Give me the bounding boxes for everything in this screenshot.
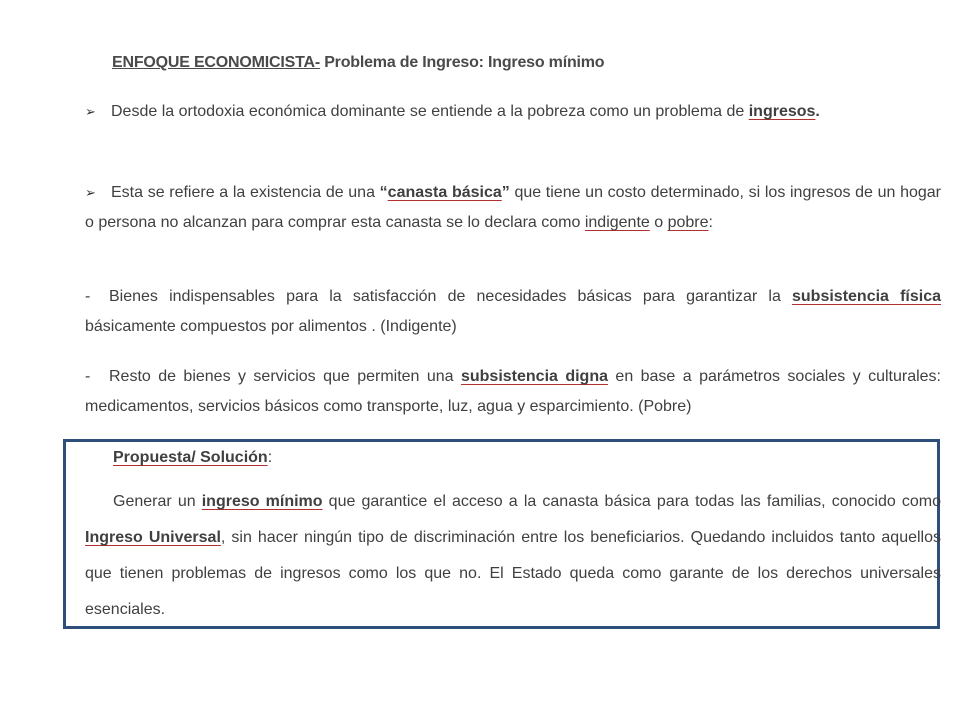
proposal-heading-text: Propuesta/ Solución xyxy=(113,449,268,466)
dash2-text-2: en base a parámetros sociales y culturales: medicamentos, servicios básicos como transporte, luz, agua y esparcimiento. (Pobre) xyxy=(85,368,941,415)
quote-open: “ xyxy=(379,184,388,201)
dash-marker: - xyxy=(85,288,91,305)
bullet2-text-2: que tiene un costo determinado, si los ingresos de un hogar o persona no alcanzan para comprar esta canasta se lo declara como xyxy=(85,184,942,231)
slide-title xyxy=(112,54,604,72)
dash-marker: - xyxy=(85,368,91,385)
dash1-text-1: Bienes indispensables para la satisfacción de necesidades básicas para garantizar la xyxy=(109,288,792,305)
bullet2-text-3: o xyxy=(649,214,668,231)
arrow-bullet-icon: ➢ xyxy=(85,185,96,200)
dash-paragraph-2 xyxy=(85,362,941,422)
proposal-heading-end: : xyxy=(267,449,273,466)
arrow-bullet-icon: ➢ xyxy=(85,104,96,119)
bullet1-text: Desde la ortodoxia económica dominante se entiende a la pobreza como un problema de xyxy=(111,103,749,120)
dash2-underlined: subsistencia digna xyxy=(460,368,608,385)
bullet2-text-1: Esta se refiere a la existencia de una xyxy=(111,184,380,201)
proposal-paragraph xyxy=(85,484,941,628)
title-rest: Problema de Ingreso: Ingreso mínimo xyxy=(319,54,605,71)
bullet-paragraph-2 xyxy=(85,178,941,238)
bullet2-underlined-3: pobre xyxy=(667,214,709,231)
proposal-text-3: , sin hacer ningún tipo de discriminación entre los beneficiarios. Quedando incluidos tanto aquellos que tienen problemas de ingresos como los que no. El Estado queda como garante de los derechos universales esenciales. xyxy=(85,529,941,618)
dash1-text-2: básicamente compuestos por alimentos . (Indigente) xyxy=(85,318,457,335)
proposal-text-1: Generar un xyxy=(113,493,202,510)
bullet2-underlined-2: indigente xyxy=(584,214,650,231)
proposal-heading xyxy=(85,440,941,476)
bullet2-underlined-1: canasta básica xyxy=(387,184,502,201)
quote-close: ” xyxy=(501,184,510,201)
proposal-text-2: que garantice el acceso a la canasta básica para todas las familias, conocido como xyxy=(322,493,941,510)
proposal-underlined-1: ingreso mínimo xyxy=(201,493,323,510)
bullet-paragraph-1 xyxy=(85,97,941,127)
proposal-underlined-2: Ingreso Universal xyxy=(85,529,221,546)
bullet2-text-4: : xyxy=(708,214,713,231)
bullet1-underlined: ingresos xyxy=(748,103,816,120)
dash-paragraph-1 xyxy=(85,282,941,342)
dash2-text-1: Resto de bienes y servicios que permiten una xyxy=(109,368,461,385)
bullet1-end: . xyxy=(815,103,820,120)
title-underlined: ENFOQUE ECONOMICISTA- xyxy=(112,54,320,71)
dash1-underlined: subsistencia física xyxy=(792,288,941,305)
